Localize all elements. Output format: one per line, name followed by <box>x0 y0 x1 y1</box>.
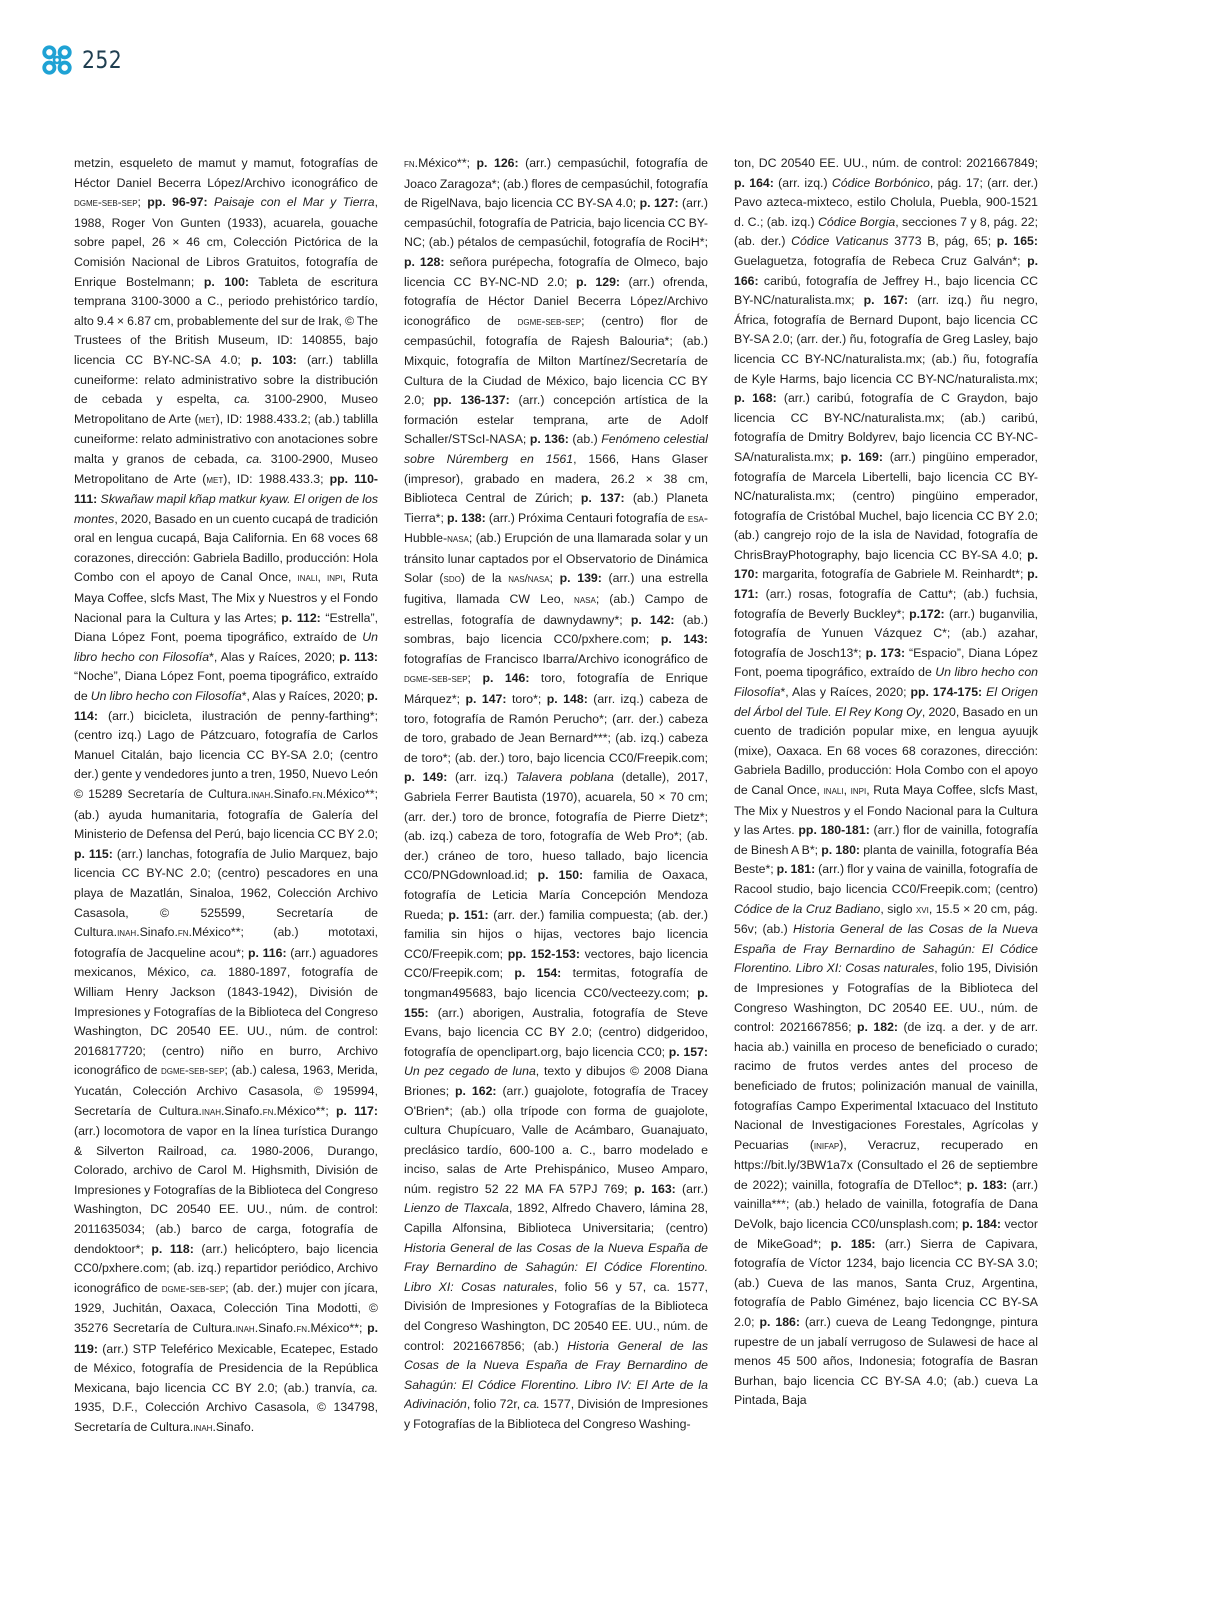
page-number: 252 <box>82 46 123 74</box>
column-middle <box>404 154 708 1524</box>
flower-ornament-icon <box>40 43 74 77</box>
column-left <box>74 154 378 1524</box>
credits-text: metzin, esqueleto de mamut y mamut, fotografías de Héctor Daniel Becerra López/Archivo iconográfico de dgme-seb-sep; pp. 96-97: Paisaje con el Mar y Tierra, 1988, Roger Von Gunten (1933), acuarela, gouache sobre papel, 26 × 46 cm, Colección Pictórica de la Comisión Nacional de Libros Gratuitos, fotografía de Enrique Bostelmann; p. 100: Tableta de escritura temprana 3100-3000 a C., periodo prehistórico tardío, alto 9.4 × 6.87 cm, probablemente del sur de Irak, © The Trustees of the British Museum, ID: 140855, bajo licencia CC BY-NC-SA 4.0; p. 103: (arr.) tablilla cuneiforme: relato administrativo sobre la distribución de cebada y espelta, ca. 3100-2900, Museo Metropolitano de Arte (met), ID: 1988.433.2; (ab.) tablilla cuneiforme: relato administrativo con anotaciones sobre malta y granos de cebada, ca. 3100-2900, Museo Metropolitano de Arte (met), ID: 1988.433.3; pp. 110-111: Skwañaw mapil kñap matkur kyaw. El origen de los montes, 2020, Basado en un cuento cucapá de tradición oral en lengua cucapá, Baja California. En 68 voces 68 corazones, dirección: Gabriela Badillo, producción: Hola Combo con el apoyo de Canal Once, inali, inpi, Ruta Maya Coffee, slcfs Mast, The Mix y Nuestros y el Fondo Nacional para la Cultura y las Artes; p. 112: “Estrella”, Diana López Font, poema tipográfico, extraído de Un libro hecho con Filosofía*, Alas y Raíces, 2020; p. 113: “Noche”, Diana López Font, poema tipográfico, extraído de Un libro hecho con Filosofía*, Alas y Raíces, 2020; p. 114: (arr.) bicicleta, ilustración de penny-farthing*; (centro izq.) Lago de Pátzcuaro, fotografía de Carlos Manuel Citalán, bajo licencia CC BY-SA 2.0; (centro der.) gente y vendedores junto a tren, 1950, Nuevo León © 15289 Secretaría de Cultura.inah.Sinafo.fn.México**; (ab.) ayuda humanitaria, fotografía de Galería del Ministerio de Defensa del Perú, bajo licencia CC BY 2.0; p. 115: (arr.) lanchas, fotografía de Julio Marquez, bajo licencia CC BY-NC 2.0; (centro) pescadores en una playa de Mazatlán, Sinaloa, 1962, Colección Archivo Casasola, © 525599, Secretaría de Cultura.inah.Sinafo.fn.México**; (ab.) mototaxi, fotografía de Jacqueline acou*; p. 116: (arr.) aguadores mexicanos, México, ca. 1880-1897, fotografía de William Henry Jackson (1843-1942), División de Impresiones y Fotografías de la Biblioteca del Congreso Washington, DC 20540 EE. UU., núm. de control: 2016817720; (centro) niño en burro, Archivo iconográfico de dgme-seb-sep; (ab.) calesa, 1963, Merida, Yucatán, Colección Archivo Casasola, © 195994, Secretaría de Cultura.inah.Sinafo.fn.México**; p. 117: (arr.) locomotora de vapor en la línea turística Durango & Silverton Railroad, ca. 1980-2006, Durango, Colorado, archivo de Carol M. Highsmith, División de Impresiones y Fotografías de la Biblioteca del Congreso Washington, DC 20540 EE. UU., núm. de control: 2011635034; (ab.) barco de carga, fotografía de dendoktoor*; p. 118: (arr.) helicóptero, bajo licencia CC0/pxhere.com; (ab. izq.) repartidor periódico, Archivo iconográfico de dgme-seb-sep; (ab. der.) mujer con jícara, 1929, Juchitán, Oaxaca, Colección Tina Modotti, © 35276 Secretaría de Cultura.inah.Sinafo.fn.México**; p. 119: (arr.) STP Teleférico Mexicable, Ecatepec, Estado de México, fotografía de Presidencia de la República Mexicana, bajo licencia CC BY 2.0; (ab.) tranvía, ca. 1935, D.F., Colección Archivo Casasola, © 134798, Secretaría de Cultura.inah.Sinafo. <box>74 156 378 1434</box>
column-right <box>734 154 1038 1524</box>
credits-columns <box>74 154 1138 1524</box>
credits-text: fn.México**; p. 126: (arr.) cempasúchil, fotografía de Joaco Zaragoza*; (ab.) flores de cempasúchil, fotografía de RigelNava, bajo licencia CC BY-SA 4.0; p. 127: (arr.) cempasúchil, fotografía de Patricia, bajo licencia CC BY-NC; (ab.) pétalos de cempasúchil, fotografía de RociH*; p. 128: señora purépecha, fotografía de Olmeco, bajo licencia CC BY-NC-ND 2.0; p. 129: (arr.) ofrenda, fotografía de Héctor Daniel Becerra López/Archivo iconográfico de dgme-seb-sep; (centro) flor de cempasúchil, fotografía de Rajesh Balouria*; (ab.) Mixquic, fotografía de Milton Martínez/Secretaría de Cultura de la Ciudad de México, bajo licencia CC BY 2.0; pp. 136-137: (arr.) concepción artística de la formación estelar temprana, arte de Adolf Schaller/STScI-NASA; p. 136: (ab.) Fenómeno celestial sobre Núremberg en 1561, 1566, Hans Glaser (impresor), grabado en madera, 26.2 × 38 cm, Biblioteca Central de Zúrich; p. 137: (ab.) Planeta Tierra*; p. 138: (arr.) Próxima Centauri fotografía de esa-Hubble-nasa; (ab.) Erupción de una llamarada solar y un tránsito lunar captados por el Observatorio de Dinámica Solar (sdo) de la nas/nasa; p. 139: (arr.) una estrella fugitiva, llamada CW Leo, nasa; (ab.) Campo de estrellas, fotografía de dawnydawny*; p. 142: (ab.) sombras, bajo licencia CC0/pxhere.com; p. 143: fotografías de Francisco Ibarra/Archivo iconográfico de dgme-seb-sep; p. 146: toro, fotografía de Enrique Márquez*; p. 147: toro*; p. 148: (arr. izq.) cabeza de toro, fotografía de Ramón Perucho*; (arr. der.) cabeza de toro, grabado de Jean Bernard***; (ab. izq.) cabeza de toro*; (ab. der.) toro, bajo licencia CC0/Freepik.com; p. 149: (arr. izq.) Talavera poblana (detalle), 2017, Gabriela Ferrer Bautista (1970), acuarela, 50 × 70 cm; (arr. der.) toro de bronce, fotografía de Pierre Dietz*; (ab. izq.) cabeza de toro, fotografía de Web Pro*; (ab. der.) cráneo de toro, hueso tallado, bajo licencia CC0/PNGdownload.id; p. 150: familia de Oaxaca, fotografía de Leticia María Concepción Mendoza Rueda; p. 151: (arr. der.) familia compuesta; (ab. der.) familia sin hijos o hijas, vectores bajo licencia CC0/Freepik.com; pp. 152-153: vectores, bajo licencia CC0/Freepik.com; p. 154: termitas, fotografía de tongman495683, bajo licencia CC0/vecteezy.com; p. 155: (arr.) aborigen, Australia, fotografía de Steve Evans, bajo licencia CC BY 2.0; (centro) didgeridoo, fotografía de openclipart.org, bajo licencia CC0; p. 157: Un pez cegado de luna, texto y dibujos © 2008 Diana Briones; p. 162: (arr.) guajolote, fotografía de Tracey O'Brien*; (ab.) olla trípode con forma de guajolote, cultura Chupícuaro, Valle de Acámbaro, Guanajuato, preclásico tardío, 600-100 a. C., barro modelado e inciso, salas de Arte Prehispánico, Museo Amparo, núm. registro 52 22 MA FA 57PJ 769; p. 163: (arr.) Lienzo de Tlaxcala, 1892, Alfredo Chavero, lámina 28, Capilla Alfonsina, Biblioteca Universitaria; (centro) Historia General de las Cosas de la Nueva España de Fray Bernardino de Sahagún: El Códice Florentino. Libro XI: Cosas naturales, folio 56 y 57, ca. 1577, División de Impresiones y Fotografías de la Biblioteca del Congreso Washington, DC 20540 EE. UU., núm. de control: 2021667856; (ab.) Historia General de las Cosas de la Nueva España de Fray Bernardino de Sahagún: El Códice Florentino. Libro IV: El Arte de la Adivinación, folio 72r, ca. 1577, División de Impresiones y Fotografías de la Biblioteca del Congreso Washing- <box>404 156 708 1431</box>
credits-text: ton, DC 20540 EE. UU., núm. de control: 2021667849; p. 164: (arr. izq.) Códice Borbónico, pág. 17; (arr. der.) Pavo azteca-mixteco, estilo Cholula, Puebla, 900-1521 d. C.; (ab. izq.) Códice Borgia, secciones 7 y 8, pág. 22; (ab. der.) Códice Vaticanus 3773 B, pág, 65; p. 165: Guelaguetza, fotografía de Rebeca Cruz Galván*; p. 166: caribú, fotografía de Jeffrey H., bajo licencia CC BY-NC/naturalista.mx; p. 167: (arr. izq.) ñu negro, África, fotografía de Bernard Dupont, bajo licencia CC BY-SA 2.0; (arr. der.) ñu, fotografía de Greg Lasley, bajo licencia CC BY-NC/naturalista.mx; (ab.) ñu, fotografía de Kyle Harms, bajo licencia CC BY-NC/naturalista.mx; p. 168: (arr.) caribú, fotografía de C Graydon, bajo licencia CC BY-NC/naturalista.mx; (ab.) caribú, fotografía de Dmitry Boldyrev, bajo licencia CC BY-NC-SA/naturalista.mx; p. 169: (arr.) pingüino emperador, fotografía de Marcela Libertelli, bajo licencia CC BY-NC/naturalista.mx; (centro) pingüino emperador, fotografía de Cristóbal Muchel, bajo licencia CC BY 2.0; (ab.) cangrejo rojo de la isla de Navidad, fotografía de ChrisBrayPhotography, bajo licencia CC BY-SA 4.0; p. 170: margarita, fotografía de Gabriele M. Reinhardt*; p. 171: (arr.) rosas, fotografía de Cattu*; (ab.) fuchsia, fotografía de Beverly Buckley*; p.172: (arr.) buganvilia, fotografía de Yunuen Vázquez C*; (ab.) azahar, fotografía de Josch13*; p. 173: “Espacio”, Diana López Font, poema tipográfico, extraído de Un libro hecho con Filosofía*, Alas y Raíces, 2020; pp. 174-175: El Origen del Árbol del Tule. El Rey Kong Oy, 2020, Basado en un cuento de tradición popular mixe, en lengua ayuujk (mixe), Oaxaca. En 68 voces 68 corazones, dirección: Gabriela Badillo, producción: Hola Combo con el apoyo de Canal Once, inali, inpi, Ruta Maya Coffee, slcfs Mast, The Mix y Nuestros y el Fondo Nacional para la Cultura y las Artes. pp. 180-181: (arr.) flor de vainilla, fotografía de Binesh A B*; p. 180: planta de vainilla, fotografía Béa Beste*; p. 181: (arr.) flor y vaina de vainilla, fotografía de Racool studio, bajo licencia CC0/Freepik.com; (centro) Códice de la Cruz Badiano, siglo xvi, 15.5 × 20 cm, pág. 56v; (ab.) Historia General de las Cosas de la Nueva España de Fray Bernardino de Sahagún: El Códice Florentino. Libro XI: Cosas naturales, folio 195, División de Impresiones y Fotografías de la Biblioteca del Congreso Washington, DC 20540 EE. UU., núm. de control: 2021667856; p. 182: (de izq. a der. y de arr. hacia ab.) vainilla en proceso de beneficiado o curado; racimo de frutos verdes antes del proceso de beneficiado de frutos; polinización manual de vainilla, fotografías Campo Experimental Ixtacuaco del Instituto Nacional de Investigaciones Forestales, Agrícolas y Pecuarias (inifap), Veracruz, recuperado en https://bit.ly/3BW1a7x (Consultado el 26 de septiembre de 2022); vainilla, fotografía de DTelloc*; p. 183: (arr.) vainilla***; (ab.) helado de vainilla, fotografía de Dana DeVolk, bajo licencia CC0/unsplash.com; p. 184: vector de MikeGoad*; p. 185: (arr.) Sierra de Capivara, fotografía de Víctor 1234, bajo licencia CC BY-SA 3.0; (ab.) Cueva de las manos, Santa Cruz, Argentina, fotografía de Pablo Giménez, bajo licencia CC BY-SA 2.0; p. 186: (arr.) cueva de Leang Tedongnge, pintura rupestre de un jabalí verrugoso de Sulawesi de hace al menos 45 500 años, Indonesia; fotografía de Basran Burhan, bajo licencia CC BY-SA 4.0; (ab.) cueva La Pintada, Baja <box>734 156 1038 1408</box>
page-header <box>40 40 129 80</box>
